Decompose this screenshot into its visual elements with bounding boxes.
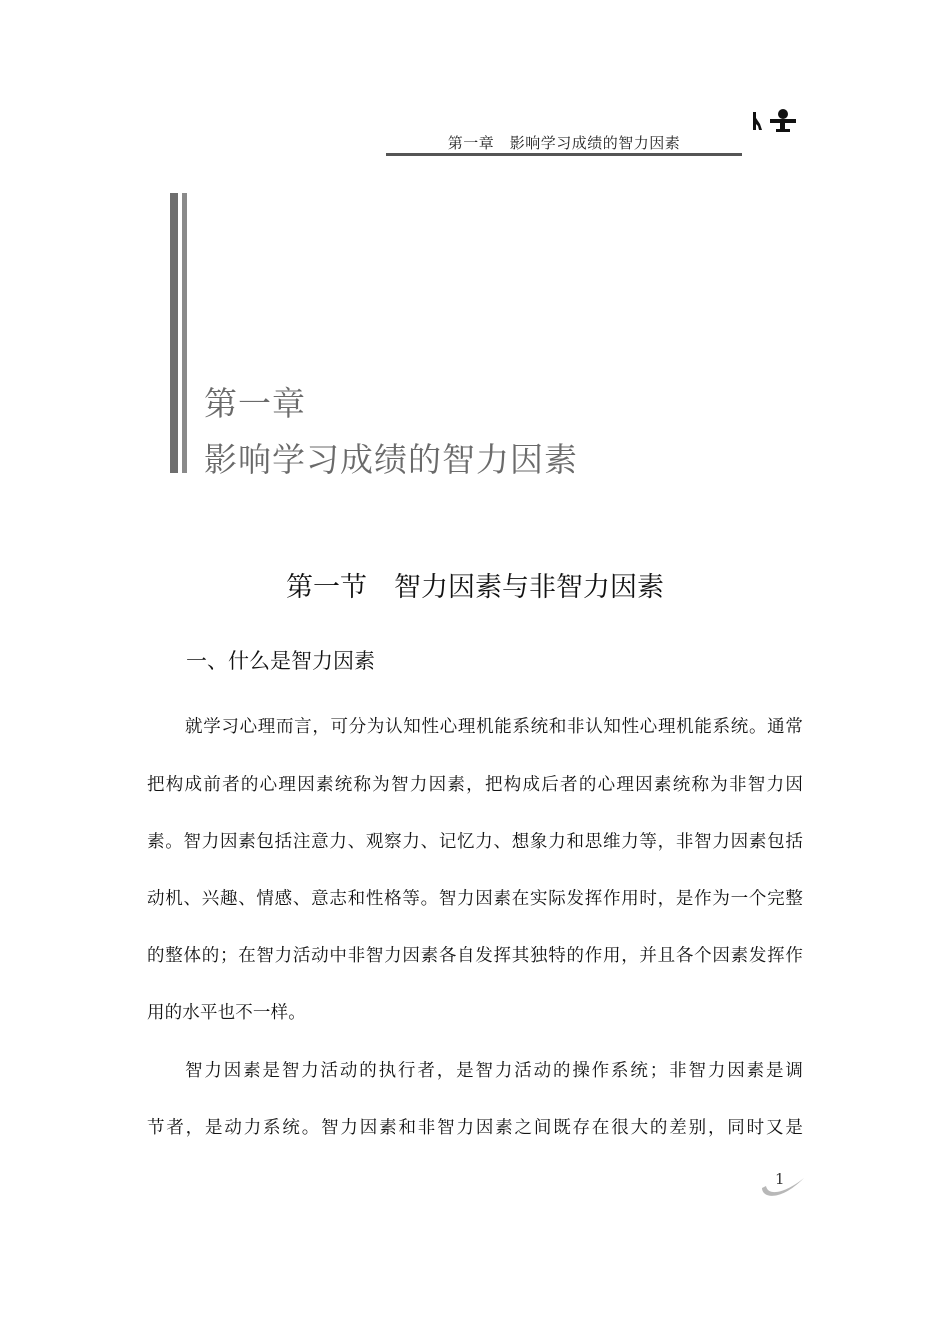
body-line: 就学习心理而言，可分为认知性心理机能系统和非认知性心理机能系统。通常	[185, 717, 803, 737]
subsection-title: 一、什么是智力因素	[186, 649, 375, 673]
body-line: 智力因素是智力活动的执行者，是智力活动的操作系统；非智力因素是调	[185, 1061, 803, 1081]
body-line: 节者，是动力系统。智力因素和非智力因素之间既存在很大的差别，同时又是	[147, 1118, 803, 1138]
running-header-rule	[386, 153, 742, 156]
section-title: 第一节 智力因素与非智力因素	[286, 572, 664, 603]
chapter-bar-thin	[182, 193, 187, 473]
chapter-vertical-bars	[170, 193, 190, 473]
running-header-text: 第一章 影响学习成绩的智力因素	[447, 134, 681, 152]
body-line: 把构成前者的心理因素统称为智力因素，把构成后者的心理因素统称为非智力因	[147, 775, 803, 795]
body-line: 用的水平也不一样。	[147, 1003, 306, 1023]
reading-figure-logo-icon	[750, 108, 798, 134]
body-line: 的整体的；在智力活动中非智力因素各自发挥其独特的作用，并且各个因素发挥作	[147, 946, 803, 966]
running-header	[386, 128, 742, 158]
body-line: 动机、兴趣、情感、意志和性格等。智力因素在实际发挥作用时，是作为一个完整	[147, 889, 803, 909]
chapter-title: 影响学习成绩的智力因素	[204, 440, 578, 479]
page-number-badge	[758, 1164, 806, 1204]
chapter-number: 第一章	[204, 384, 306, 423]
page-number: 1	[775, 1170, 785, 1188]
chapter-bar-thick	[170, 193, 178, 473]
body-line: 素。智力因素包括注意力、观察力、记忆力、想象力和思维力等，非智力因素包括	[147, 832, 803, 852]
